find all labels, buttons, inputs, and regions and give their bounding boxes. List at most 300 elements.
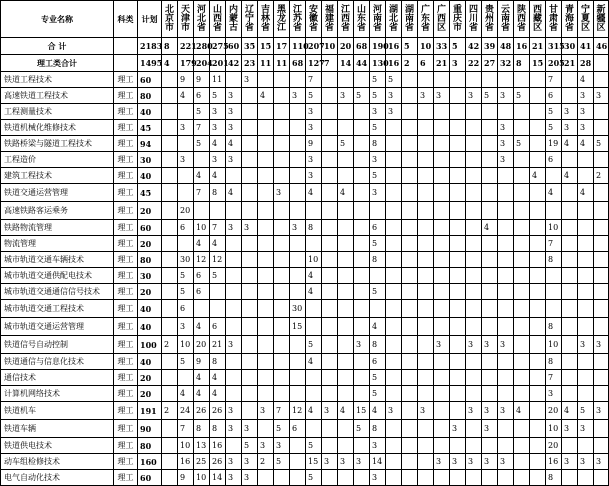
province-count [434, 370, 450, 386]
plan-total: 20 [138, 386, 162, 402]
province-count [242, 236, 258, 252]
province-count [402, 252, 418, 268]
province-count: 6 [290, 420, 306, 438]
province-count: 3 [226, 104, 242, 120]
province-count [450, 120, 466, 136]
province-count [290, 454, 306, 470]
province-count: 4 [306, 354, 322, 370]
province-count [498, 168, 514, 184]
province-count [594, 236, 609, 252]
province-count [530, 386, 546, 402]
province-count [514, 370, 530, 386]
province-count [530, 354, 546, 370]
province-count [226, 72, 242, 88]
province-count [466, 300, 482, 318]
province-count: 15 [258, 38, 274, 55]
plan-total: 30 [138, 268, 162, 284]
header-plan: 计划 [138, 1, 162, 38]
province-count [354, 268, 370, 284]
province-count [466, 252, 482, 268]
header-province: 甘肃省 [546, 1, 562, 38]
province-count [194, 202, 210, 220]
province-count: 39 [482, 38, 498, 55]
province-count: 20 [546, 438, 562, 454]
province-count [466, 168, 482, 184]
major-name: 工程造价 [1, 152, 114, 168]
plan-total: 40 [138, 354, 162, 370]
province-count [338, 438, 354, 454]
province-count: 28 [578, 55, 594, 72]
province-count [482, 236, 498, 252]
province-count [578, 168, 594, 184]
table-row [1, 168, 609, 184]
province-count [418, 420, 434, 438]
province-count [226, 252, 242, 268]
province-count: 315 [546, 38, 562, 55]
province-count [226, 370, 242, 386]
province-count: 130 [370, 55, 386, 72]
plan-total: 40 [138, 300, 162, 318]
province-count [162, 386, 178, 402]
province-count [354, 470, 370, 486]
province-count [258, 168, 274, 184]
province-count [274, 220, 290, 236]
header-province: 安徽省 [306, 1, 322, 38]
province-count [498, 268, 514, 284]
province-count: 6 [370, 220, 386, 236]
province-count: 4 [258, 88, 274, 104]
province-count [386, 168, 402, 184]
province-count [322, 88, 338, 104]
province-count [274, 88, 290, 104]
province-count [466, 136, 482, 152]
province-count: 3 [370, 470, 386, 486]
header-province: 宁夏区 [578, 1, 594, 38]
province-count [338, 268, 354, 284]
province-count [434, 420, 450, 438]
province-count: 7 [178, 420, 194, 438]
province-count: 5 [514, 88, 530, 104]
province-count [434, 104, 450, 120]
province-count [498, 438, 514, 454]
province-count: 3 [226, 470, 242, 486]
province-count [482, 386, 498, 402]
province-count: 5 [242, 438, 258, 454]
province-count: 4 [194, 370, 210, 386]
province-count [354, 184, 370, 202]
province-count: 16 [386, 55, 402, 72]
province-count: 201 [210, 55, 226, 72]
province-count [322, 300, 338, 318]
province-count [178, 236, 194, 252]
province-count [386, 354, 402, 370]
province-count [434, 168, 450, 184]
province-count: 4 [210, 236, 226, 252]
category-cell: 理工 [114, 354, 138, 370]
category-cell [114, 55, 138, 72]
province-count [450, 370, 466, 386]
province-count [290, 268, 306, 284]
province-count: 4 [194, 236, 210, 252]
province-count [514, 284, 530, 300]
province-count: 4 [178, 386, 194, 402]
province-count [450, 268, 466, 284]
province-count [210, 284, 226, 300]
province-count [402, 336, 418, 354]
province-count [434, 236, 450, 252]
category-cell: 理工 [114, 202, 138, 220]
province-count [514, 354, 530, 370]
province-count: 7 [194, 184, 210, 202]
province-count [514, 236, 530, 252]
province-count [194, 152, 210, 168]
province-count [274, 284, 290, 300]
province-count: 4 [194, 318, 210, 336]
province-count [514, 454, 530, 470]
plan-total: 60 [138, 72, 162, 88]
province-count [434, 402, 450, 420]
province-count [466, 370, 482, 386]
province-count [370, 202, 386, 220]
major-name: 铁道车辆 [1, 420, 114, 438]
province-count: 8 [370, 136, 386, 152]
province-count [450, 470, 466, 486]
province-count [162, 318, 178, 336]
province-count: 4 [578, 136, 594, 152]
province-count [578, 236, 594, 252]
province-count [226, 438, 242, 454]
province-count: 5 [450, 38, 466, 55]
province-count [354, 354, 370, 370]
province-count [434, 202, 450, 220]
province-count: 8 [546, 318, 562, 336]
category-cell: 理工 [114, 168, 138, 184]
province-count: 2 [162, 402, 178, 420]
province-count [418, 336, 434, 354]
province-count: 3 [226, 152, 242, 168]
province-count [594, 104, 609, 120]
province-count: 3 [450, 55, 466, 72]
header-province: 西藏区 [530, 1, 546, 38]
province-count: 3 [498, 402, 514, 420]
major-name: 城市轨道交通运营管理 [1, 318, 114, 336]
province-count [402, 420, 418, 438]
plan-total: 90 [138, 420, 162, 438]
province-count [290, 370, 306, 386]
table-row [1, 470, 609, 486]
category-cell: 理工 [114, 318, 138, 336]
province-count: 12 [290, 402, 306, 420]
category-cell: 理工 [114, 386, 138, 402]
province-count [226, 284, 242, 300]
major-name: 理工类合计 [1, 55, 114, 72]
province-count [354, 152, 370, 168]
province-count [450, 88, 466, 104]
province-count [402, 386, 418, 402]
province-count [242, 184, 258, 202]
province-count: 3 [594, 88, 609, 104]
province-count: 3 [242, 454, 258, 470]
province-count: 3 [498, 136, 514, 152]
province-count [258, 184, 274, 202]
province-count: 4 [338, 184, 354, 202]
table-row [1, 386, 609, 402]
province-count [530, 236, 546, 252]
province-count: 3 [306, 120, 322, 136]
province-count [514, 202, 530, 220]
province-count [322, 268, 338, 284]
province-count [386, 284, 402, 300]
province-count: 4 [162, 55, 178, 72]
province-count [210, 300, 226, 318]
province-count [338, 370, 354, 386]
province-count [322, 136, 338, 152]
province-count [418, 354, 434, 370]
province-count [498, 318, 514, 336]
province-count [562, 152, 578, 168]
province-count [450, 284, 466, 300]
province-count [402, 354, 418, 370]
province-count [530, 318, 546, 336]
province-count [546, 268, 562, 284]
province-count: 8 [370, 252, 386, 268]
province-count [530, 454, 546, 470]
plan-total: 191 [138, 402, 162, 420]
province-count [258, 236, 274, 252]
province-count: 5 [178, 354, 194, 370]
province-count [290, 438, 306, 454]
province-count: 207 [306, 38, 322, 55]
province-count: 15 [290, 318, 306, 336]
province-count: 5 [482, 88, 498, 104]
province-count [466, 386, 482, 402]
province-count [514, 268, 530, 284]
province-count [386, 220, 402, 236]
major-name: 城市轨道交通工程技术 [1, 300, 114, 318]
province-count [258, 202, 274, 220]
province-count: 10 [322, 38, 338, 55]
province-count: 3 [370, 184, 386, 202]
province-count [402, 438, 418, 454]
province-count: 16 [210, 438, 226, 454]
major-name: 电气自动化技术 [1, 470, 114, 486]
province-count: 5 [370, 386, 386, 402]
province-count [322, 168, 338, 184]
province-count [290, 354, 306, 370]
province-count [322, 120, 338, 136]
province-count [162, 88, 178, 104]
province-count [418, 470, 434, 486]
province-count [562, 202, 578, 220]
province-count [594, 370, 609, 386]
province-count [498, 370, 514, 386]
major-name: 铁路物流管理 [1, 220, 114, 236]
province-count: 3 [578, 120, 594, 136]
province-count: 8 [546, 252, 562, 268]
province-count: 20 [178, 202, 194, 220]
province-count [370, 300, 386, 318]
province-count [498, 252, 514, 268]
header-province: 福建省 [322, 1, 338, 38]
province-count: 48 [498, 38, 514, 55]
category-cell: 理工 [114, 104, 138, 120]
major-name: 计算机网络技术 [1, 386, 114, 402]
province-count: 10 [178, 438, 194, 454]
province-count [258, 284, 274, 300]
province-count [354, 120, 370, 136]
major-name: 铁道通信与信息化技术 [1, 354, 114, 370]
province-count: 4 [514, 402, 530, 420]
province-count: 4 [562, 136, 578, 152]
province-count [338, 252, 354, 268]
province-count [386, 386, 402, 402]
province-count: 3 [242, 72, 258, 88]
province-count [514, 386, 530, 402]
province-count [418, 152, 434, 168]
province-count [578, 268, 594, 284]
province-count [514, 470, 530, 486]
province-count [354, 284, 370, 300]
province-count [498, 420, 514, 438]
province-count: 35 [242, 38, 258, 55]
plan-total: 40 [138, 168, 162, 184]
province-count [514, 184, 530, 202]
province-count [466, 104, 482, 120]
province-count [434, 136, 450, 152]
province-count [386, 454, 402, 470]
province-count [466, 152, 482, 168]
province-count: 6 [178, 220, 194, 236]
province-count: 4 [306, 284, 322, 300]
province-count: 2 [258, 454, 274, 470]
province-count [514, 336, 530, 354]
province-count [562, 268, 578, 284]
major-name: 铁道信号自动控制 [1, 336, 114, 354]
province-count [402, 300, 418, 318]
header-province: 北京市 [162, 1, 178, 38]
province-count [418, 120, 434, 136]
province-count: 2 [594, 168, 609, 184]
province-count: 7 [306, 72, 322, 88]
plan-total: 20 [138, 202, 162, 220]
province-count: 110 [290, 38, 306, 55]
province-count [562, 284, 578, 300]
province-count [338, 300, 354, 318]
category-cell: 理工 [114, 152, 138, 168]
province-count [274, 268, 290, 284]
province-count [514, 252, 530, 268]
province-count: 3 [306, 152, 322, 168]
province-count [386, 318, 402, 336]
province-count [242, 152, 258, 168]
header-province: 吉林省 [258, 1, 274, 38]
category-cell: 理工 [114, 252, 138, 268]
province-count [562, 354, 578, 370]
province-count [242, 252, 258, 268]
province-count: 5 [354, 420, 370, 438]
province-count [386, 202, 402, 220]
province-count: 3 [386, 402, 402, 420]
province-count: 3 [562, 454, 578, 470]
province-count: 5 [274, 454, 290, 470]
province-count [322, 336, 338, 354]
province-count [466, 284, 482, 300]
province-count: 3 [178, 152, 194, 168]
province-count: 16 [514, 38, 530, 55]
province-count [562, 336, 578, 354]
province-count [450, 252, 466, 268]
table-row [1, 136, 609, 152]
major-name: 高速铁道工程技术 [1, 88, 114, 104]
table-row [1, 438, 609, 454]
province-count [226, 386, 242, 402]
province-count [162, 438, 178, 454]
province-count [322, 202, 338, 220]
province-count: 5 [306, 470, 322, 486]
province-count: 10 [546, 336, 562, 354]
province-count [402, 454, 418, 470]
province-count: 2 [162, 336, 178, 354]
province-count [594, 252, 609, 268]
plan-total: 45 [138, 184, 162, 202]
province-count [274, 470, 290, 486]
province-count: 11 [274, 55, 290, 72]
province-count: 6 [546, 88, 562, 104]
province-count: 127 [306, 55, 322, 72]
province-count: 3 [498, 152, 514, 168]
province-count: 3 [594, 402, 609, 420]
province-count: 15 [530, 55, 546, 72]
province-count [178, 168, 194, 184]
province-count [274, 370, 290, 386]
category-cell: 理工 [114, 420, 138, 438]
province-count [338, 354, 354, 370]
province-count: 11 [210, 72, 226, 88]
province-count: 14 [210, 470, 226, 486]
province-count [450, 184, 466, 202]
province-count: 68 [290, 55, 306, 72]
province-count: 5 [546, 120, 562, 136]
plan-total: 20 [138, 370, 162, 386]
province-count: 16 [178, 454, 194, 470]
province-count [226, 268, 242, 284]
header-province: 贵州省 [482, 1, 498, 38]
province-count [578, 386, 594, 402]
province-count [418, 318, 434, 336]
province-count: 8 [370, 336, 386, 354]
province-count [594, 55, 609, 72]
province-count [578, 370, 594, 386]
province-count: 4 [226, 184, 242, 202]
province-count [530, 72, 546, 88]
province-count: 8 [546, 470, 562, 486]
major-name: 铁道机械化维修技术 [1, 120, 114, 136]
plan-total: 94 [138, 136, 162, 152]
province-count [226, 318, 242, 336]
province-count: 5 [370, 236, 386, 252]
province-count: 3 [354, 336, 370, 354]
province-count [178, 136, 194, 152]
province-count [434, 386, 450, 402]
province-count [402, 268, 418, 284]
province-count [274, 336, 290, 354]
province-count: 42 [226, 55, 242, 72]
province-count [242, 202, 258, 220]
province-count [450, 354, 466, 370]
province-count [530, 284, 546, 300]
province-count: 4 [210, 168, 226, 184]
province-count [162, 354, 178, 370]
